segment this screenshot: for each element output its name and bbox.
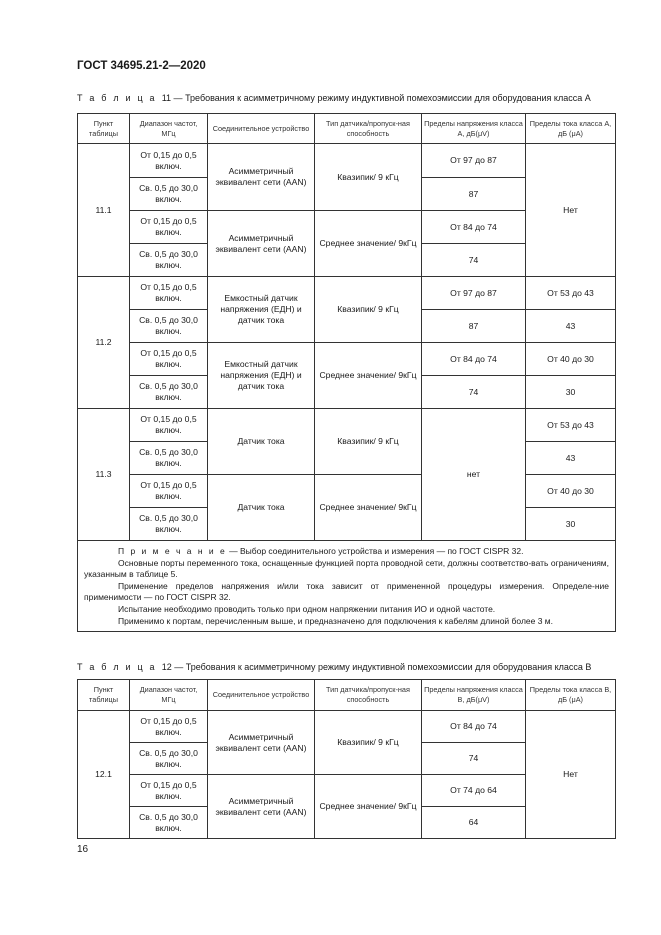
- row-point: 11.3: [78, 409, 130, 541]
- note-line: Применимо к портам, перечисленным выше, и предназначено для подключения к кабелям длиной более 3 м.: [118, 615, 554, 626]
- table11-header-row: [78, 114, 616, 144]
- header-voltage-a: Пределы напряжения класса А, дБ(μV): [422, 114, 526, 144]
- device-cell: Асимметричный эквивалент сети (AAN): [208, 775, 315, 839]
- header-point: Пункт таблицы: [78, 114, 130, 144]
- device-cell: Асимметричный эквивалент сети (AAN): [208, 144, 315, 211]
- freq-cell: Св. 0,5 до 30,0 включ.: [130, 442, 208, 475]
- table12-caption-text: 12 — Требования к асимметричному режиму индуктивной помехоэмиссии для оборудования класса В: [161, 662, 592, 672]
- current-cell: 43: [526, 310, 616, 343]
- freq-cell: От 0,15 до 0,5 включ.: [130, 211, 208, 244]
- table12-caption: [77, 662, 591, 672]
- table11-caption: [77, 93, 591, 103]
- table11-note: [78, 541, 616, 632]
- table-row: [78, 409, 616, 442]
- detector-cell: Квазипик/ 9 кГц: [315, 409, 422, 475]
- freq-cell: От 0,15 до 0,5 включ.: [130, 144, 208, 178]
- freq-cell: Св. 0,5 до 30,0 включ.: [130, 310, 208, 343]
- header-detector: Тип датчика/пропуск-ная способность: [315, 114, 422, 144]
- current-cell: От 40 до 30: [526, 475, 616, 508]
- detector-cell: Квазипик/ 9 кГц: [315, 144, 422, 211]
- voltage-cell: От 84 до 74: [422, 343, 526, 376]
- detector-cell: Среднее значение/ 9кГц: [315, 211, 422, 277]
- header-freq: Диапазон частот, МГц: [130, 114, 208, 144]
- voltage-cell: 64: [422, 807, 526, 839]
- device-cell: Асимметричный эквивалент сети (AAN): [208, 211, 315, 277]
- table-row: [78, 277, 616, 310]
- table12-header-row: [78, 680, 616, 711]
- freq-cell: От 0,15 до 0,5 включ.: [130, 475, 208, 508]
- voltage-cell: 74: [422, 376, 526, 409]
- freq-cell: От 0,15 до 0,5 включ.: [130, 343, 208, 376]
- voltage-cell: 87: [422, 310, 526, 343]
- freq-cell: Св. 0,5 до 30,0 включ.: [130, 743, 208, 775]
- voltage-cell: нет: [422, 409, 526, 541]
- freq-cell: Св. 0,5 до 30,0 включ.: [130, 376, 208, 409]
- voltage-cell: От 84 до 74: [422, 211, 526, 244]
- header-point: Пункт таблицы: [78, 680, 130, 711]
- current-cell: Нет: [526, 711, 616, 839]
- device-cell: Асимметричный эквивалент сети (AAN): [208, 711, 315, 775]
- header-voltage-b: Пределы напряжения класса В, дБ(μV): [422, 680, 526, 711]
- device-cell: Датчик тока: [208, 409, 315, 475]
- table12-caption-label: Т а б л и ц а: [77, 662, 157, 672]
- current-cell: Нет: [526, 144, 616, 277]
- detector-cell: Среднее значение/ 9кГц: [315, 775, 422, 839]
- freq-cell: Св. 0,5 до 30,0 включ.: [130, 178, 208, 211]
- note-line: [84, 546, 609, 558]
- freq-cell: От 0,15 до 0,5 включ.: [130, 711, 208, 743]
- detector-cell: Квазипик/ 9 кГц: [315, 711, 422, 775]
- table11-note-row: [78, 541, 616, 632]
- note-line: Применение пределов напряжения и/или тока зависит от примененной процедуры измерения. Определе-ние применимости — по ГОСТ CISPR 32.: [84, 580, 609, 603]
- voltage-cell: От 84 до 74: [422, 711, 526, 743]
- freq-cell: Св. 0,5 до 30,0 включ.: [130, 807, 208, 839]
- note-label: П р и м е ч а н и е: [118, 546, 227, 556]
- freq-cell: Св. 0,5 до 30,0 включ.: [130, 508, 208, 541]
- device-cell: Датчик тока: [208, 475, 315, 541]
- current-cell: От 53 до 43: [526, 409, 616, 442]
- freq-cell: От 0,15 до 0,5 включ.: [130, 775, 208, 807]
- voltage-cell: 87: [422, 178, 526, 211]
- header-detector: Тип датчика/пропуск-ная способность: [315, 680, 422, 711]
- current-cell: От 53 до 43: [526, 277, 616, 310]
- row-point: 11.1: [78, 144, 130, 277]
- note-line: Испытание необходимо проводить только при одном напряжении питания ИО и одной частоте.: [118, 603, 496, 614]
- row-point: 12.1: [78, 711, 130, 839]
- current-cell: От 40 до 30: [526, 343, 616, 376]
- page-number: 16: [77, 844, 89, 855]
- voltage-cell: От 74 до 64: [422, 775, 526, 807]
- device-cell: Емкостный датчик напряжения (ЕДН) и датчик тока: [208, 343, 315, 409]
- voltage-cell: 74: [422, 244, 526, 277]
- row-point: 11.2: [78, 277, 130, 409]
- document-title: ГОСТ 34695.21-2—2020: [77, 60, 206, 72]
- table-11: [77, 113, 616, 632]
- note-text: — Выбор соединительного устройства и измерения — по ГОСТ CISPR 32.: [226, 546, 524, 556]
- table-12: [77, 679, 616, 839]
- header-freq: Диапазон частот, МГц: [130, 680, 208, 711]
- current-cell: 30: [526, 376, 616, 409]
- table-row: [78, 343, 616, 376]
- current-cell: 30: [526, 508, 616, 541]
- header-device: Соединительное устройство: [208, 114, 315, 144]
- detector-cell: Квазипик/ 9 кГц: [315, 277, 422, 343]
- device-cell: Емкостный датчик напряжения (ЕДН) и датчик тока: [208, 277, 315, 343]
- detector-cell: Среднее значение/ 9кГц: [315, 475, 422, 541]
- table11-caption-label: Т а б л и ц а: [77, 93, 157, 103]
- current-cell: 43: [526, 442, 616, 475]
- freq-cell: От 0,15 до 0,5 включ.: [130, 409, 208, 442]
- freq-cell: Св. 0,5 до 30,0 включ.: [130, 244, 208, 277]
- note-line: Основные порты переменного тока, оснащенные функцией порта проводной сети, должны соответство-вать ограничениям, указанным в таблице 5.: [84, 557, 609, 580]
- freq-cell: От 0,15 до 0,5 включ.: [130, 277, 208, 310]
- table-row: [78, 711, 616, 743]
- header-current-a: Пределы тока класса А, дБ (μА): [526, 114, 616, 144]
- table-row: [78, 144, 616, 178]
- header-current-b: Пределы тока класса В, дБ (μА): [526, 680, 616, 711]
- voltage-cell: 74: [422, 743, 526, 775]
- table-row: [78, 475, 616, 508]
- voltage-cell: От 97 до 87: [422, 277, 526, 310]
- voltage-cell: От 97 до 87: [422, 144, 526, 178]
- header-device: Соединительное устройство: [208, 680, 315, 711]
- table11-caption-text: 11 — Требования к асимметричному режиму индуктивной помехоэмиссии для оборудования класса А: [161, 93, 591, 103]
- detector-cell: Среднее значение/ 9кГц: [315, 343, 422, 409]
